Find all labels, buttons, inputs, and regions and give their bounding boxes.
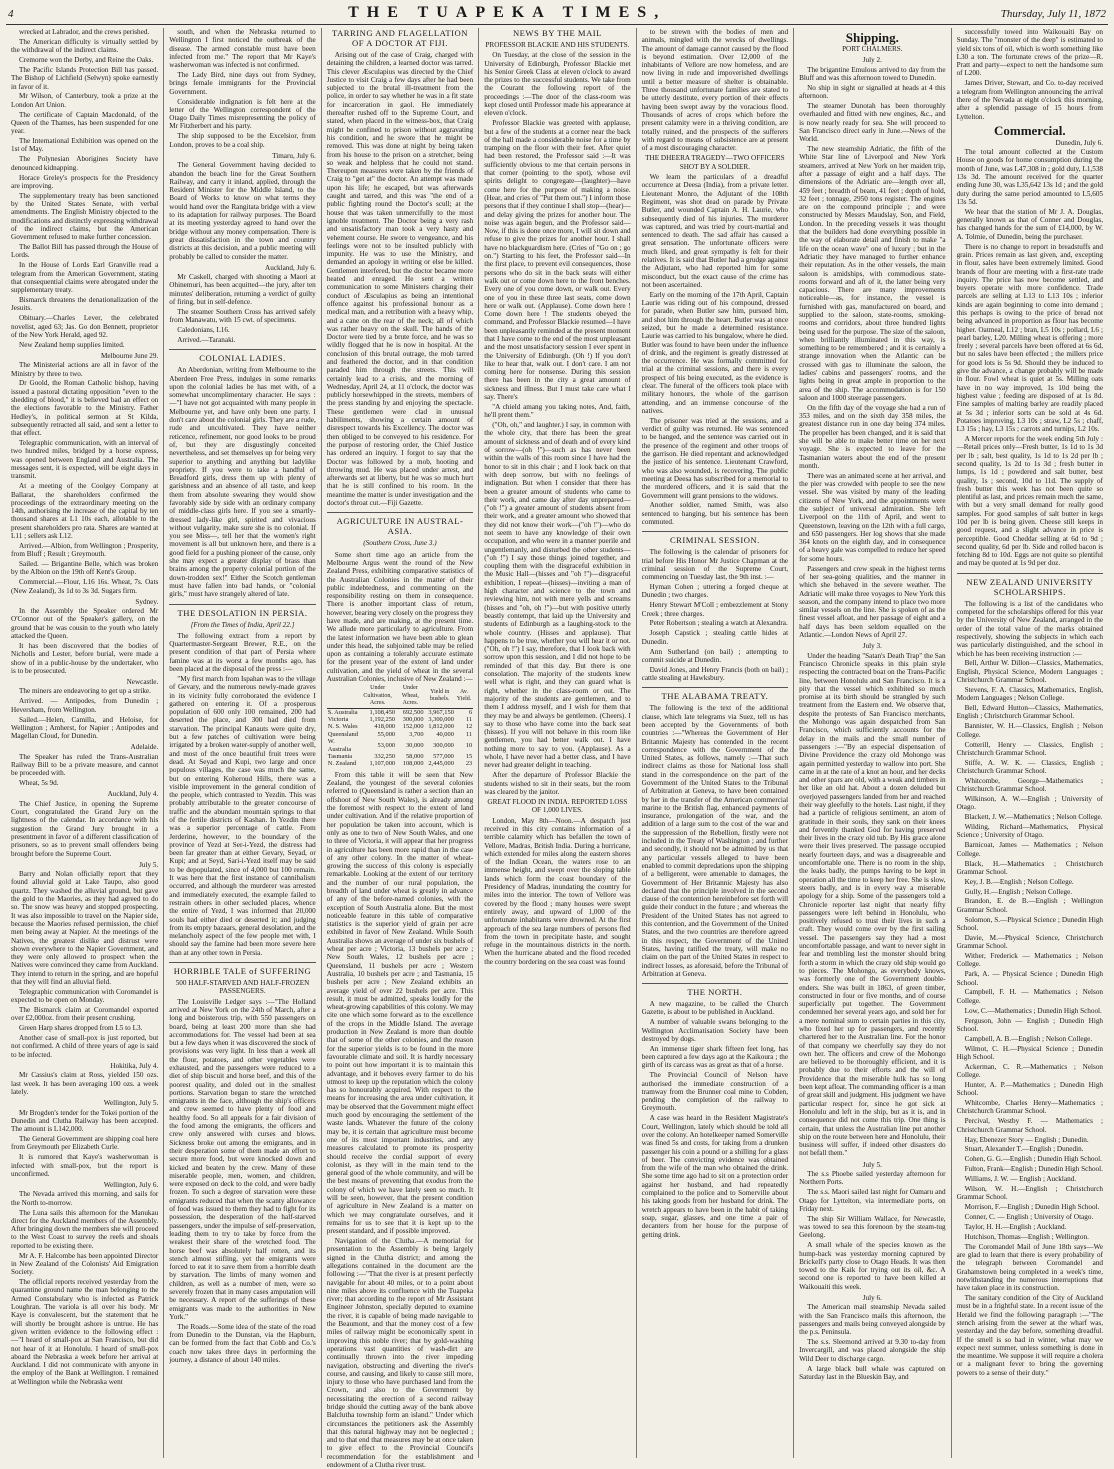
table-cell: 55,000 <box>377 730 396 738</box>
paragraph-group <box>11 361 158 595</box>
paragraph: The following is the calendar of prisoners for trial before His Honor Mr Justice Chapman at the criminal session of the Supreme Court, commencing on Tuesday last, the 9th inst. :— <box>641 548 789 582</box>
paragraph-group <box>11 1071 158 1096</box>
paragraph: Hunter, A. P.—Mathematics ; Dunedin High School. <box>956 1080 1104 1098</box>
table-cell: W. Australia <box>327 738 352 753</box>
paragraph: Joseph Capstick ; stealing cattle hides at Dunedin. <box>641 629 789 646</box>
paragraph: Professor Blackie was greeted with applause, but a few of the students at a corner near the back of the hall made a considerable noise for a time by tramping on the floor with their feet. After quiet had been restored, the Professor said :—It was sufficiently obvious to me that certain persons in that corner (pointing to the spot), whose evil spirits delight to congregate—(laughter)—have come here for the purpose of making a noise. (Hear, and cries of "Put them out.") I inform those persons that if they continue I shall stop—(hear)—and delay giving the prizes for another hour. The noise was again begun, and the Professor said—Now, if this is done once more, I will sit down and refuse to give the prizes for another hour. I shall have no blackguardism here. (Cries of "Go on ; go on.") Starting to his feet, the Professor said—In the first place, to prevent evil consequences, those persons who do sit in the back seats will either walk out or come down here to the front benches. Every one of you come down, or walk out. Every one of you in these three last seats, come down here or walk out. (Applause). Come down here ! Come down here ! The students obeyed the command, and Professor Blackie resumed—I have been unpleasantly reminded at the present moment that I have come to the end of the most unpleasant and the most unsatisfactory session I ever spent in the University of Edinburgh. (Oh !) If you don't like to hear that, walk out. I don't care. I am not coming here for nonsense. During this session there has been in the city a great amount of sickness and illness. But I must take care what I say. There's <box>484 119 631 402</box>
paragraph: Some short time ago an article from the Melbourne Argus went the round of the New Zealand Press, exhibiting comparative statistics of the Australian Colonies in the matter of their public indebtedness, and commenting on the responsibility resting on them in consequence. There is another important class of return, however, bearing very closely on the progress they have made, and are making, at the present time. We allude more particularly to agriculture. From the latest information we have been able to glean under this head, the subjoined table may be relied upon as containing a tolerably accurate estimate for the present year of the extent of land under cultivation, and the yield of wheat in the several Australian Colonies, inclusive of New Zealand :— <box>326 550 474 684</box>
paragraph: The ship supposed to be the Excelsior, from London, proves to be a coal ship. <box>169 132 316 149</box>
paragraph: Under the heading "Satan's Death Trap" the San Francisco Chronicle speaks in this plain style respecting the contracted boat on the Trans-Pacific line, between Honolulu and San Francisco. It is a pity that the vessel which exhibited so much promise at its birth should be strangled by such treatment from the Eastern end. We observe that, despite the protests of San Francisco merchants, the Mohongo was again despatched from San Francisco, which sufficiently accounts for the delay in the mails and the small number of passengers :—"By an especial dispensation of Divine Providence the crazy old Mohongo was again permitted yesterday to wallow into port. She came in at the rate of a knot an hour, and her decks and other spars are old, with a weak and timbers in her like an old hat. About a dozen deluded but overjoyed passengers landed from her and reached their way gleefully to the hotels. Last night, if they had a particle of religious sentiment, an atom of gratitude in their souls, they sank on their knees and fervently thanked God for having preserved their lives in the crazy old tub. By His grace alone were their lives preserved. The passage occupied nearly fourteen days, and was a disagreeable and uncomfortable one. There is no room in the ship, the leaks badly, the pumps having to be kept in operation all the time to keep her free. She is slow, steers badly, and is in every way a miserable apology for a ship. Some of the passengers told a Chronicle reporter last night that nearly fifty passengers were left behind in Honolulu, who positively refused to trust their lives in such a craft. They would come over by the first sailing vessel. The passengers say they had a most uncomfortable passage, and want to never sight in fear and trembling lest the monster should bring forth a storm in which the crazy old ship would go to pieces. The Mohongo, as everybody knows, was formerly one of the Government double-enders. She was built in 1863, of green timber, constructed in four or five months, and of course superficially put together. The Government condemned her several years ago, and sold her for a mere nominal sum to certain parties in this city, who fixed her up for passengers, and recently chartered her to the Australian line. For the honor of that company we cheerfully say they do not own her. The officers and crew of the Mohongo are believed to be thoroughly efficient, and it is probably due to their efforts and the will of Providence that the miserable hulk has so long been kept afloat. The commanding officer is a man of great skill and judgment. His judgment we have particular respect for, since he got sick at Honolulu and left in the ship, but as it is, and in consequence did not come this trip. One thing is certain, that unless the Australian line put another ship on the route between here and Honolulu, their business will suffer, if indeed other disasters do not befall them." <box>799 651 946 1158</box>
table-cell: N. S. Wales <box>327 723 358 731</box>
paragraph: The General Government having decided to abandon the beach line for the Great Southern Railway, and carry it inland, applied, through the Resident Minister for the Middle Island, to the Board of Works to know on what terms they would hand over the Rangitata bridge with a view to its adaptation for railway purposes. The Board at its meeting yesterday agreed to hand over the bridge without any money compensation. There is great dissatisfaction in the town and country districts at this decision, and a public meeting will probably be called to consider the matter. <box>169 161 316 261</box>
paragraph: The American mail steamship Nevada sailed with the San Francisco mails this afternoon, the passengers and mails being conveyed alongside by the p.s. Peninsula. <box>799 1303 946 1337</box>
article-heading: TARRING AND FLAGELLATION OF A DOCTOR AT FIJI. <box>332 28 468 48</box>
paragraph: Blackett, J. W.—Mathematics ; Nelson College. <box>964 813 1103 822</box>
paragraph: Stevens, F. A. Classics, Mathematics, English, Modern Languages ; Nelson College. <box>956 685 1104 703</box>
paragraph: A large black bull whale was captured on Saturday last in the Blueskin Bay, and <box>799 1364 946 1381</box>
paragraph-group <box>11 607 158 675</box>
paragraph: James Driver, Stewart, and Co. to-day received a telegram from Wellington announcing the arrival there of the Nevada at eight o'clock this morning, after a splendid passage of 15 hours from Lyttelton. <box>956 79 1104 121</box>
paragraph: Dr Goold, the Roman Catholic bishop, having issued a pastoral dictating opposition "even to the shedding of blood," it is believed bad an effect on the elections favorable to the Ministry. Father Hedley's, in political sermon at St Kilda, subsequently retracted all said, and sent a letter to that effect. <box>11 379 159 438</box>
paragraph: Arrived.—Albion, from Wellington ; Prosperity, from Bluff ; Result ; Greymouth. <box>11 541 159 559</box>
table-cell: 30,000 <box>405 741 424 749</box>
paragraph: We learn the particulars of a dreadful occurrence at Deesa (India), from a private letter. Lieutenant Monro, the Adjutant of the 108th Regiment, was shot dead on parade by Private Butler, and wounded Captain A. H. Laurie, who subsequently died of his injuries. The murderer was captured, and was tried by court-martial and sentenced to death. The sad affair has caused a great sensation. The unfortunate officers were much liked, and great sympathy is felt for their relatives. It is said that Butler had a grudge against the Adjutant, who had reported him for some misconduct, but the exact cause of the crime has not been ascertained. <box>641 173 789 289</box>
article-heading: THE NORTH. <box>642 983 788 997</box>
paragraph: Key, J. B.—English ; Nelson College. <box>964 877 1074 886</box>
paragraph: David Jones, and Henry Francis (both on bail) ; cattle stealing at Hawksbury. <box>641 665 789 683</box>
paragraph: ("Oh, oh," and laughter.) I say, in common with the whole city, that there has been the great amount of sickness and of death and of every kind of sorrow—(oh !")—such as has never been within the walls of this room since I have had the honor to sit in this chair ; and I look back on that with deep sorrow, but with no feelings of indignation. But when I consider that there has been a greater amount of students who came to their work, and came day after day unprepared—("oh !") a greater amount of students absent from their work, and a greater amount who showed that they did not know their work—("oh !")—who do not seem to have any knowledge of their own occupation, and who were in a manner puerile and ungentlemanly, and disturbed the other students—("oh !") I say those things joined together, and coupling them with the disgraceful exhibition in the Music Hall—(hisses and "oh !")—disgraceful exhibition, I repeat—(hisses)—inviting a man of high character and science to the town and reviewing him, not with mere yells and screams (hisses and "oh, oh !")—but with positive utterly beastly contempt, that laid up the University and students of Edinburgh as a laughing-stock to the whole country. (Hisses and applause). That happens to be true, whether you will hear it or not. ("Oh, oh !") I say, therefore, that I look back with sorrow upon this session, and I did not hope to be reminded of that this day. But there is one consolation. The majority of the students knew well what is right, and they can guard what is right, whether in the class-room or out. The majority of the students are gentlemen, and to them I address myself, and I wish for them that they may be and always be gentlemen. (Cheers). I say to those who have come into the back seat (hisses). If you will not behave in this room like gentlemen, you had better walk out. I have nothing more to say to you. (Applause). As a whole, I have never had a better class, and I have never had greater delight in teaching. <box>484 421 631 770</box>
article-subheading: 500 HALF-STARVED AND HALF-FROZEN PASSENGERS. <box>175 979 310 996</box>
table-header-row <box>327 685 473 708</box>
dateline: Dunedin, July 6. <box>1055 138 1104 147</box>
paragraph: There was an animated scene at her arrival, and the pier was crowded with people to see the new vessel. She was visited by many of the leading citizens of New York, and the appointments were the subject of universal admiration. She left Liverpool on the 11th of April, and went to Queenstown, leaving on the 12th with a full cargo, and 650 passengers. Her log shows that she made 364 knots on the eighth day, and in consequence of a heavy gale was compelled to reduce her speed for some hours. <box>799 471 946 563</box>
paragraph: Arrived. — Antipodes, from Dunedin ; Heversham, from Wellington. <box>11 697 159 714</box>
paragraph: Campbell, A. B.—English ; Nelson College. <box>964 1034 1093 1043</box>
paragraph: The Roads.—Some idea of the state of the road from Dunedin to the Dunstan, via the Hapburn, can be formed from the fact that Cobb and Co.'s coach now takes three days in performing the journey, a distance of about 140 miles. <box>169 1322 316 1364</box>
dateline: July 6. <box>862 1293 882 1302</box>
table-cell: Tasmania <box>327 753 353 761</box>
article-heading: COLONIAL LADIES. <box>169 349 315 363</box>
paragraph: Caledonians, L16. <box>177 326 230 335</box>
paragraph: A number of valuable swans belonging to the Wellington Acclimatisation Society have been destroyed by dogs. <box>641 1018 789 1043</box>
article-heading: CRIMINAL SESSION. <box>642 531 788 545</box>
paragraph: Mr Wilson, of Canterbury, took a prize at the London Art Union. <box>11 92 159 109</box>
paragraph: The ship Sir William Wallace, for Newcastle, was towed to sea this forenoon by the steam-tug Geelong. <box>799 1214 946 1240</box>
paragraph: Ackerman, C. R.—Mathematics ; Nelson College. <box>956 1062 1104 1080</box>
article-heading: THE DESOLATION IN PERSIA. <box>169 604 315 618</box>
section-heading-commercial: Commercial. <box>993 122 1066 138</box>
paragraph: On Tuesday, at the close of the session in the University of Edinburgh, Professor Blackie met his Senior Greek Class at eleven o'clock to award the prizes to the successful students. We take from the Courant the following report of the proceedings :—The door of the class-room was kept closed until Professor made his appearance at eleven o'clock. <box>484 51 631 118</box>
dateline: Hokitika, July 4. <box>110 1062 159 1071</box>
paragraph: The s.s Phoebe sailed yesterday afternoon for Northern Ports. <box>799 1170 946 1187</box>
paragraph-group <box>11 753 158 788</box>
column-5 <box>636 28 793 1458</box>
paragraph-group <box>327 1237 473 1469</box>
paragraph: Solomon, S.—Physical Science ; Dunedin High School. <box>956 915 1104 932</box>
table-row <box>327 760 473 767</box>
paragraph: Cohen, G. G.—English ; Dunedin High School. <box>964 1155 1102 1164</box>
paragraph: Obituary.—Charles Lever, the celebrated novelist, aged 63; Jas. Go don Bennett, proprietor of the New York Herald, aged 92. <box>11 314 159 339</box>
paragraph: Cremorne won the Derby, and Reine the Oaks. <box>19 56 154 65</box>
table-cell: 418,000 <box>374 723 396 731</box>
article-subheading: THE DHEERA TRAGEDY—TWO OFFICERS SHOT BY A SOLDIER. <box>645 154 785 171</box>
dateline: July 5. <box>139 860 159 869</box>
paragraph: Conner, C. — English ; University of Otago. <box>964 1213 1094 1222</box>
table-cell: 11 <box>466 730 473 738</box>
paragraph: Ferguson, John — English ; Dunedin High School. <box>956 1016 1104 1033</box>
table-cell: 58,000 <box>405 753 424 761</box>
masthead <box>6 4 1108 25</box>
paragraph: Arrived.—Taranaki. <box>177 335 236 344</box>
article-heading: NEWS BY THE MAIL <box>512 28 602 38</box>
table-cell: 53,000 <box>377 741 396 749</box>
paragraph: Hutchison, Thomas—English ; Wellington. <box>964 1232 1089 1241</box>
paragraph: Wilson, W. H.—English ; Christchurch Grammar School. <box>956 1184 1104 1202</box>
paragraph: wrecked at Labrador, and the crews perished. <box>19 28 150 36</box>
table-row <box>327 731 473 738</box>
table-cell: 11 <box>466 716 473 723</box>
paragraph: Telegraphic communication, with an interval of two hundred miles, bridged by a horse express, was opened between England and Australia. The messages sent, it is expected, will be eight days in transmit. <box>11 439 159 481</box>
paragraph: The s.s. Sleemond arrived at 9.30 to-day from Invercargill, and was placed alongside the ship Wild Deer to discharge cargo. <box>799 1338 946 1363</box>
paragraph-group <box>11 800 158 858</box>
paragraph: The Polynesian Aborigines Society have denounced kidnapping. <box>11 155 159 172</box>
paragraph: In the Assembly the Speaker ordered Mr O'Connor out of the Speaker's gallery, on the ground that he was cousin to the youth who lately attacked the Queen. <box>11 607 159 641</box>
paragraph: The Bismarck claim at Coromandel exported over £2,000oz. from their present crushing. <box>11 1006 159 1023</box>
paragraph: Ann Sutherland (on bail) ; attempting to commit suicide at Dunedin. <box>641 647 789 664</box>
paragraph: Morrison, F.—English ; Dunedin High School. <box>964 1203 1100 1212</box>
paragraph: Horace Greley's prospects for the Presidency are improving. <box>11 173 159 190</box>
paragraph: The Lady Bird, nine days out from Sydney, brings female immigrants for the Provincial Government. <box>169 71 316 96</box>
paragraph: The following is a list of the candidates who competed for the scholarships offered for this year by the University of New Zealand, arranged in the order of the total value of the marks obtained respectively, showing the subjects in which each was particularly distinguished, and the school in which he has been receiving instruction :— <box>956 599 1104 658</box>
paragraph: "A chield amang you taking notes, And, faith, he'll prent them." <box>484 402 631 420</box>
article-heading: HORRIBLE TALE of SUFFERING <box>169 962 315 976</box>
column-6 <box>793 28 950 1458</box>
paragraph-group <box>642 548 788 682</box>
paragraph: The Nevada arrived this morning, and sails for the North to-morrow. <box>11 1190 159 1207</box>
article-subheading: PORT CHALMERS. <box>842 45 903 53</box>
paragraph: The Chief Justice, in opening the Supreme Court, congratulated the Grand Jury on the lightness of the calendar. In accordance with his suggestion the Grand Jury brought in a presentment in favor of a different classification of prisoners, so as to prevent small offenders being brought before the Supreme Court. <box>11 799 159 858</box>
paragraph: Brandon, E. de B.—English ; Wellington Grammar School. <box>956 897 1104 914</box>
table-cell: S. Australia <box>327 708 358 716</box>
table-row <box>327 716 473 723</box>
paragraph-group <box>957 600 1103 1377</box>
table-cell: 108,000 <box>402 760 424 768</box>
paragraph: Hyman Cohen ; uttering a forged cheque at Dunedin ; two charges. <box>641 583 789 600</box>
table-cell: 152,000 <box>402 723 424 731</box>
paragraph: London, May 8th—Noon.—A despatch just received in this city contains information of a terrible calamity which has befallen the town of Vellore, Madras, British India. During a hurricane, which extended for miles along the eastern shores of the Indian Ocean, the waters rose to an immense height, and swept over the sloping table lands which form the coast boundary of the Presidency of Madras, inundating the country for miles into the interior. The town of Vellore was covered by the flood ; many houses were swept entirely away, and upward of 1,000 of the unfortunate inhabitants were drowned. At the first approach of the sea large numbers of persons fled from the town in precipitate haste, and sought refuge in the mountainous districts in the north. When the hurricane abated and the flood receded the country bordering on the sea coast was found <box>484 816 631 966</box>
table-row <box>327 753 473 760</box>
table-header-cell: Av. Yield. <box>455 685 473 708</box>
paragraph: The prisoner was tried at the sessions, and a verdict of guilty was returned. He was sentenced to be hanged, and the sentence was carried out in the presence of the regiment and other troops of the garrison. He died repentant and acknowledged the justice of his sentence. Lieutenant Crawford, who was also wounded, is recovering. The public meeting at Deesa has subscribed for a memorial to the murdered officers, and it is said that the Government will grant pensions to the widows. <box>641 416 789 500</box>
paragraph: The supplementary treaty has been sanctioned by the United States Senate, with verbal amendments. The English Ministry objected to the modifications and distinctly expressing withdrawal of the indirect claims, but the American Government refused to make further concession. <box>11 191 159 242</box>
paragraph: The Luna sails this afternoon for the Manukau direct for the Auckland members of the Assembly. After bringing down the members she will proceed to the West Coast to survey the reefs and shoals reported to be existing there. <box>11 1208 159 1250</box>
paragraph: Peter Robertson ; stealing a watch at Alexandra. <box>649 619 788 628</box>
paragraph: Taylor, H. H.—English ; Auckland. <box>964 1222 1067 1231</box>
paragraph: Mr Cassius's claim at Ross, yielded 150 ozs. last week. It has been averaging 100 ozs. a week lately. <box>11 1071 159 1096</box>
paragraph: Barry and Nolan officially report that they found alluvial gold at Lake Taupo, also good quartz. They washed the alluvial ground, but gave the gold to the Maories, as they had agreed to do so. The snow was heavy and stopped prospecting. It was also impossible to travel on the Napier side, because the Maories refused permission, the chief men being away at Napier. At the meetings of the Natives, the greatest dislike and distrust were shown everywhere to the Napier Government, and they were only allowed to prospect when the Natives were convinced they came from Auckland. They intend to return in the spring, and are hopeful that they will find an alluvial field. <box>11 870 159 987</box>
paragraph: Gully, H.—English ; Nelson College. <box>964 887 1073 896</box>
paragraph: Bell, Arthur W. Dillon—Classics, Mathematics, English, Physical Science, Modern Languages ; Christchurch Grammar School. <box>956 659 1104 685</box>
paragraph: Considerable indignation is felt here at the letter of the Wellington correspondent of the Otago Daily Times misrepresenting the policy of Mr Fitzherbert and his party. <box>169 97 316 131</box>
paragraph-group <box>799 66 945 640</box>
paragraph: Low, C.—Mathematics ; Dunedin High School. <box>964 1006 1102 1015</box>
paragraph: The total amount collected at the Custom House on goods for home consumption during the month of June, was L47,308 in ; gold duty, L1,538 13s 3d. The amount received for the quarter ending June 30, was L35,642 13s 1d ; and the gold duty during the same period amounted to L5,605 13s 5d. <box>956 148 1104 206</box>
paragraph: The brigantine Emulous arrived to day from the Bluff and was this afternoon towed to Dunedin. <box>799 65 946 82</box>
paragraph: A case was heard in the Resident Magistrate's Court, Wellington, lately which should be told all over the colony. An hotelkeeper named Somerville was fined 5s and costs, for taking from a drunken passenger his coin a pound or a shilling for a glass of beer. The convicting evidence was obtained from the wife of the man who obtained the drink. She some time ago had to sit on a protection order against her husband, and had repeatedly complained to the police and to Somerville about his taking goods from her husband for drink. The wretch appears to have been in the habit of taking soap, sugar, glasses, and one time a pair of decanters from her house for the purpose of getting drink. <box>641 1114 789 1239</box>
paragraph: The certificate of Captain Macdonald, of the Queen of the Thames, has been suspended for one year. <box>11 110 159 136</box>
paragraph: A new magazine, to be called the Church Gazette, is about to be published in Auckland. <box>641 1000 789 1017</box>
table-cell: 1,107,000 <box>369 760 396 768</box>
paragraph: Stuart, Alexander T.—English ; Dunedin. <box>964 1145 1084 1154</box>
paragraph: Commercial.—Flour, L16 16s. Wheat, 7s. Oats (New Zealand), 3s 1d to 3s 3d. Sugars firm. <box>11 578 159 595</box>
table-cell: 15 <box>465 753 473 761</box>
paragraph: The International Exhibition was opened on the 1st of May. <box>11 137 159 154</box>
dateline: Wellington, July 5. <box>103 1099 159 1108</box>
paragraph: After the departure of Professor Blackie the students wished to sit in their seats, but the room was cleared by the janitor. <box>484 771 631 796</box>
agriculture-table <box>327 685 473 767</box>
paragraph: Bismarck threatens the denationalization of the Jesuits. <box>11 296 159 313</box>
paragraph-group <box>11 687 158 740</box>
paragraph: There is no change to report in breadstuffs and grain. Prices remain as last given, and, excepting in flour, sales have been extremely limited. Good brands of flour are meeting with a first-rate trade inquiry. The price has now become settled, and buyers operate with more confidence. Trade parcels are selling at L13 to L13 10s ; inferior kinds are again beginning to come into demand ; this perhaps is owing to the price of bread not being advanced in proportion as flour has become higher. Oatmeal, L12 ; bran, L5 10s ; pollard, L6 ; pearl barley, L20. Milling wheat is offering ; more freely ; several parcels have been offered at 6s 6d, but no sales have been effected ; the millers price for good lots is 5s 9d. Should they be induced to give the advance, a change probably will be made in flour. Fowl wheat is quiet at 5s. Milling oats have in no way improved, 1s 10d being the highest value ; feeding are disposed of at 1s 8d. Fine samples of malting barley are readily placed at 5s 3d ; inferior sorts can be sold at 4s 6d. Potatoes improving, L3 10s ; straw, L2 5s ; chaff, L3 15s ; hay, L3 15s ; carrots and turnips, L2 10s. <box>956 242 1104 434</box>
paragraph: Wither, Frederick — Mathematics ; Nelson College. <box>956 952 1104 969</box>
paragraph: Navigation of the Clutha.—A memorial for presentation to the Assembly is being largely signed in the Clutha district; and among the allegations contained in the document are the following :—"That the river is at present perfectly navigable for about 40 miles, or to a point about nine miles above its confluence with the Tuapeka river; that according to the report of Mr Assistant Engineer Johnston, specially deputed to examine the river, it is capable of being made navigable to the Beaumont, and that the money cost of a few miles of railway might be economically spent in improving this noble river; that by gold-washing operations vast quantities of wash-dirt are continually thrown into the river impeding navigation, obstructing and diverting the river's course, and causing, and likely to cause still more, injury to those who have purchased land from the Crown, and also to the Government by necessitating the erection of a second railway bridge should the cutting away of the bank above Balclutha township form an island." Under which circumstances the petitioners ask the Assembly that this natural highway may not be neglected ; and to that end that measures may be at once taken to give effect to the Provincial Council's recommendation for the establishment and endowment of a Clutha river trust. <box>326 1237 474 1469</box>
paragraph: The steamer Southern Cross has arrived safely from Manawatu, with 15 cwt. of specimens. <box>169 307 316 325</box>
page-number: 4 <box>8 8 14 20</box>
paragraph-group <box>169 632 315 957</box>
table-cell: 3,300,000 <box>428 716 454 723</box>
paragraph: The miners are endeavoring to get up a strike. <box>19 687 151 696</box>
paragraph: On the fifth day of the voyage she had a run of 353 miles, and on the sixth day 358 miles, the greatest distance run in one day being 374 miles. The propeller has been changed, and it is said that she will be able to make better time on her next voyage. She is expected to leave for the Tasmanian waters about the end of the present month. <box>799 403 946 470</box>
paragraph: New Zealand hemp supplies limited. <box>19 340 125 349</box>
paragraph: In the House of Lords Earl Granville read a telegram from the American Government, stating that consequential claims were abrogated under the supplementary treaty. <box>11 261 159 295</box>
paragraph: The Louisville Ledger says :—"The Holland arrived at New York on the 24th of March, after a long and boisterous trip, with 550 passengers on board, being at least 200 more than she had accommodations for. The vessel had been at sea but a few days when it was discovered the stock of provisions was very light. In less than a week all the flour, potatoes, and other vegetables were exhausted, and the passengers were reduced to a diet of ship biscuit and horse beef, and this of the poorest quality, and doled out in the smallest portions. Starvation began to stare the wretched emigrants in the face, although the ship's officers and crew seemed to have plenty of food and healthy food. So all appeals for a fair division of the food among the emigrants, the officers and crew only answered with curses and blows. Sickness broke out among the emigrants, and in their desperation some of them made an effort to secure more food, but were knocked down and kicked and beaten by the crew. Many of these miserable people, men, women, and children, were exposed on deck to the cold, and were badly frozen. To such a degree of starvation were these emigrants reduced that when the scanty allowance of food was issued to them they had to fight for its possession, the desperation of the half-starved passengers, under the impulse of self-preservation, leading them to try to take by force from the weakest their share of the wretched food. The horse beef was absolutely half rotten, and its stench almost stifling, yet the emigrants were forced to eat it to save them from a horrible death by starvation. The limbs of many women and children, as well as a number of men, were so severely frozen that in many cases amputation will be necessary. A report of the sufferings of these emigrants was made to the authorities in New York." <box>169 997 316 1321</box>
paragraph-group <box>169 273 315 344</box>
paragraph: Park, A. — Physical Science ; Dunedin High School. <box>956 970 1104 987</box>
column-7 <box>951 28 1108 1458</box>
paragraph: A Mercer reports for the week ending 5th July :—Retail prices only—Fresh butter, 1s 1d to 1s 3d per lb ; salt, best quality, 1s 1d to 1s 2d per lb ; second quality, 1s 2d to 1s 3d ; fresh butter in lumps, 1s 1d ; powdered and salt butter, best quality, 1s ; second, 10d to 11d. The supply of fresh butter this week has not been quite so plentiful as last, and prices remain much the same, with but a very small demand for really good samples. For good samples of salt butter in kegs 10d per lb is being given. Cheese still keeps in good request, and a slight advance in price is perceptible. Good Cheddar selling at 6d to 9d ; second quality, 6d per lb. Side and rolled bacon is fetching 8d to 10d. Eggs are not quite so plentiful and may be quoted at 1s 9d per doz. <box>956 435 1104 568</box>
table-cell: Queensland <box>327 730 358 738</box>
paragraph-group <box>484 51 630 796</box>
paragraph-group <box>327 771 473 1236</box>
columns <box>6 28 1108 1469</box>
table-cell: 1,192,250 <box>369 716 396 723</box>
table-cell: 6 <box>469 708 473 716</box>
column-2 <box>163 28 320 1458</box>
table-cell: 23 <box>465 760 473 768</box>
table-cell: 332,250 <box>374 753 396 761</box>
paragraph: An immense tiger shark fifteen feet long, has been captured a few days ago at the Kaikoura ; the girth of its carcass was as great as that of a horse. <box>641 1044 789 1070</box>
paragraph-group <box>484 817 630 966</box>
table-cell: 10 <box>465 741 473 749</box>
paragraph: Bannister, W. H.—Classics, English ; Nelson College. <box>956 722 1104 739</box>
paragraph-group <box>11 1190 158 1386</box>
paragraph-group <box>799 652 945 1158</box>
table-cell: 12 <box>465 723 473 731</box>
paragraph: Telegraphic communication with Coromandel is expected to be open on Monday. <box>11 987 159 1005</box>
paragraph: Wilkinson, A. W.—English ; University of Otago. <box>956 795 1104 812</box>
paragraph: The official reports received yesterday from the quarantine ground name the man belonging to the Armed Constabulary who is infected as Patrick Loughran. The variola is all over his body. Mr Kaye is convalescent, but the statement that he will shortly be brought ashore is untrue. He has given written evidence to the following effect :—"I heard of small-pox at San Francisco, but did not hear of it at Honolulu. I heard of small-pox aboard the Nebraska a week before her arrival at Auckland. I did not communicate with anyone in the employ of the Bank at Wellington. I remained at Wellington while the Nebraska went <box>11 1278 159 1386</box>
paragraph: The Coromandel Mail of June 18th says—We are glad to learn that there is every probability of the telegraph between Coromandel and Grahamstown being completed in a week's time, notwithstanding the numerous interruptions that have taken place in its construction. <box>956 1242 1104 1293</box>
table-cell: 577,000 <box>433 753 454 761</box>
table-cell: 3,700 <box>409 730 424 738</box>
table-body <box>327 708 473 768</box>
paragraph: Wheat, 5s 9d. <box>19 779 59 788</box>
paragraph-group <box>169 366 315 598</box>
paragraph: "My first march from Ispahan was to the village of Gevary, and the numerous newly-made graves in its vicinity fully corroborated the evidence I gathered on entering it. Of a prosperous population of 600 only 100 remained, 200 had deserted the place, and 300 had died from starvation. The principal Kanauts were quite dry, but a few patches of cultivation were being irrigated by a broken water-supply of another well, and most of the once beautiful fruit trees were dead. At Seyad and Kupi, two large and once populous villages, the case was much the same, but on entering Koheroud Hills, there was a visible improvement in the general condition of the people, which contrasted to Yezdin. This was probably attributable to the greater concourse of traffic and the abundant mountain springs to that of the fertile districts of Kashan. In Yezdin there was a superior percentage of cattle. From Jerderine, however, to the boundary of the province of Yezd at Ser-i-Yezd, the distress had been far greater than at either Gevary, Seyad, or Kupi; and at Seyd, Sari-i-Yezd itself may be said to be depopulated, since of 4,000 but 100 remain. It was here that the first instance of cannibalism occurred, and although the murderer was arrested and immediately executed, the example failed to restrain others in other secluded places, whence the entire of Yezd, I was informed that 20,000 souls had either died or deserted it; and judging from its empty bazaars, general desolation, and the melancholy aspect of the few people met with, I should say the famine had been more severe here than at any other town in Persia. <box>169 674 316 957</box>
table-row <box>327 708 473 716</box>
dateline: Melbourne June 29. <box>101 352 159 360</box>
paragraph-group <box>327 51 473 507</box>
table-cell: 1,108,450 <box>369 708 396 716</box>
paragraph-group <box>642 28 788 152</box>
paragraph: successfully towed into Waikouaiti Bay on Sunday. The "monster of the deep" is estimated to yield six tons of oil, which is worth something like L30 a ton. The fortunate crews of the prize—R. Pratt and party—expect to nett the handsome sum of L200. <box>956 28 1104 78</box>
article-source: [From the Times of India, April 22.] <box>190 620 295 629</box>
table-header-cell <box>327 685 359 708</box>
section-heading-shipping: Shipping. <box>845 30 899 45</box>
table-header-cell: Yield in bushels. <box>425 685 455 708</box>
paragraph: Black, H.—Mathematics ; Christchurch Grammar School. <box>956 859 1104 876</box>
paragraph: An Aberdonian, writing from Melbourne to the Aberdeen Free Press, indulges in some remarks upon the colonial ladies he has met with, of a somewhat uncomplimentary character. He says :—"I have not got acquainted with many people in Melbourne yet, and have only been one party. I don't care about the colonial girls. They are a rude, rude and uncultivated. They have neither reticence, refinement, nor good looks to be proud of, but they are disgustingly conceited nevertheless, and set themselves up for being very superior to anything and anything but ladylike propriety. If you were to take a handful of Breadford girls, dress them up with plenty of garishness and an absence of all taste, and keep them from absolute swearing they would show favorably side by side with an ordinary company of middle-class girls here. If you see a smartly-dressed lady-like girl, spirited and vivacious without vulgarity, make sure she is no colonial. If you see Miss—, tell her that the women's right movement is all but unknown here, and there is a good field for a pushing pioneer of the cause, only she may expect a greater display of brass than brains among the property colonial portion of the down-trodden sex!" Either the Scotch gentleman must have fallen into bad hands, or "colonial girls," must have strangely altered of late. <box>169 366 316 599</box>
table-header-cell: Under Cultivation, Acres. <box>359 685 396 708</box>
paragraph: The steamer Dunotah has been thoroughly overhauled and fitted with new engines, &c., and is now nearly ready for sea. She will proceed to San Francisco direct early in June.—News of the World. <box>799 101 946 144</box>
paragraph: Percival, Westby F. — Mathematics ; Christchurch Grammar School. <box>956 1117 1104 1134</box>
paragraph-group <box>642 1000 788 1239</box>
paragraph-group <box>11 870 158 1059</box>
paragraph: The Ballot Bill has passed through the House of Lords. <box>11 243 159 260</box>
paragraph: Wilmot, C. H.—Physical Science ; Dunedin High School. <box>956 1044 1104 1061</box>
paragraph: Hay, Ebenezer Story — English ; Dunedin. <box>964 1135 1089 1144</box>
paragraph: to be strewn with the bodies of men and animals, mingled with the wrecks of dwellings. The amount of damage cannot caused by the flood is beyond estimation. Over 12,000 of the inhabitants of Vellore are now homeless, and are now living in rude and impoverished dwellings until a better measure of shelter is obtainable. Three thousand unfortunate families are stated to be utterly destitute, every portion of their effects having been swept away by the voracious flood. Thousands of acres of crops which before the present calamity were in a thriving condition, are totally ruined, and the prospects of the sufferers with regard to means of subsistence are at present of a most discouraging character. <box>641 28 789 153</box>
table-cell: 692,500 <box>402 708 424 716</box>
paragraph: Arising out of the case of Craig, charged with detaining the children, a learned doctor was tarred. This clever Æsculapius was directed by the Chief Justice to visit Craig a few days after he had been subjected to the brutal ill-treatment from the police, in order to say whether he was in a fit state for incarceration in gaol. He immediately thereafter rushed off to the Supreme Court, and stated, when placed in the witness-box, that Craig might be confined to prison without aggravating his condition, and he swore that he might be removed. This was done at night by being taken from his house to the prison on a stretcher, being so weak and helpless that he could not stand. Thereupon measures were taken by the friends of Craig to "get at" the doctor. An attempt was made upon his life; he escaped, but was afterwards caught and tarred, and this was "the end of a public fighting round the Doctor's scull; at the house that was taken unmercifully to the most ignoble treatment. The Doctor being a very rash and unsatisfactory man took a very hasty and vehement course. He swore to vengeance, and his feelings were not to be insulted publicly with impunity. He was to use the Ministry, and demanded an apology in writing or else be killed. Gentlemen interfered, but the doctor became more heated and enraged. He sent a written communication to some Ministers charging their conduct of Æsculapius as being an intentional offence against his professional honour as a medical man, and a retribution with a heavy whip, and a cane on the rear of the neck; all of which was rather heavy on the skull. The hands of the Doctor were tied by a brute force, and he was so wildly flogged that he is now in hospital. At the conclusion of this brutal outrage, the mob tarred and feathered the doctor, and in that condition paraded him through the streets. This will certainly lead to a crisis, and the morning of Wednesday, April 24, at 11 o'clock, the doctor was publicly horsewhipped in the streets, members of the press standing by and enjoying the spectacle. These gentlemen were clad in unusual habiliments, showing a certain amount of disrespect towards his Excellency. The doctor was then obliged to be conveyed to his residence. For the purpose of restoring order, the Chief Justice has ordered an inquiry. I forgot to say that the Doctor was followed by a mob, hooting and throwing mud. He was placed under arrest, and afterwards set at liberty, but he was so much hurt that he is still confined to his room. In the meantime the matter is under investigation and the doctor's throat cut.—Fiji Gazette. <box>326 51 474 508</box>
column-1 <box>6 28 163 1458</box>
table-cell: N. Zealand <box>327 760 357 768</box>
table-cell: 300,000 <box>402 716 424 723</box>
paragraph: The American difficulty is virtually settled by the withdrawal of the indirect claims. <box>11 37 159 55</box>
paragraph-group <box>169 998 315 1365</box>
paragraph: Another case of small-pox is just reported, but not confirmed. A child of three years of age is said to be infected. <box>11 1034 159 1059</box>
paragraph: We hear that the station of Mr J. A. Douglas, generally known as that of Conner and Douglas, has changed hands for the sum of £14,000, by W. A. Tolmie, of Dunedin, being the purchaser. <box>956 207 1104 241</box>
paragraph-group <box>957 28 1103 121</box>
paragraph: The Speaker has ruled the Trans-Australian Railway Bill to be a private measure, and cannot be proceeded with. <box>11 752 159 778</box>
paragraph: A small whale of the species known as the hump-back was yesterday morning captured by Brickell's party close to Otago Heads. It was then towed to the Kaik for trying out its oil, &c. A second one is reported to have been killed at Waikouaiti this week. <box>799 1241 946 1291</box>
table-cell: Victoria <box>327 716 349 723</box>
paragraph: Mr Brogden's tender for the Tokei portion of the Dunedin and Clutha Railway has been accepted. The amount is L142,000. <box>11 1108 159 1134</box>
article-heading: AGRICULTURE IN AUSTRAL-ASIA. <box>327 512 473 536</box>
newspaper-title: THE TUAPEKA TIMES, <box>348 4 667 21</box>
table-row <box>327 723 473 730</box>
paragraph: Mr A. F. Halcombe has been appointed Director in New Zealand of the Colonists' Aid Emigration Society. <box>11 1251 159 1277</box>
paragraph-group <box>169 161 315 261</box>
paragraph: Campbell, F. H. — Mathematics ; Nelson College. <box>956 988 1104 1005</box>
dateline: July 5. <box>862 1160 882 1169</box>
dateline: July 2. <box>862 56 882 65</box>
paragraph: Williams, J. W. — English ; Auckland. <box>964 1175 1077 1184</box>
paragraph-group <box>799 1170 945 1291</box>
paragraph: Early on the morning of the 17th April, Captain Laurie was riding out of his compound, dressed for parade, when Butler saw him, pursued him, and shot him through the heart. Butler was at once seized, but he made a determined resistance. Laurie was carried to his bungalow, where he died. Butler was found to have been under the influence of drink, and the regiment is greatly distressed at the occurrence. He was formally committed for trial at the criminal sessions, and there is every prospect of his being executed, as the evidence is clear. The funeral of the officers took place with military honours, the whole of the garrison attending, and an immense concourse of the natives. <box>641 290 789 415</box>
paragraph: The Pacific Islands Protection Bill has passed. The Bishop of Lichfield (Selwyn) spoke earnestly in favor of it. <box>11 65 159 91</box>
paragraph: Passengers and crew speak in the highest terms of her sea-going qualities, and the manner in which she behaved in the severe weather. The Adriatic will make three voyages to New York this season, and the company intend to place two more similar vessels on the line. She is spoken of as the finest vessel afloat, and her passage of eight and a half days has been seldom equalled on the Atlantic.—London News of April 27. <box>799 564 946 640</box>
table-cell: 2,445,000 <box>428 760 454 768</box>
paragraph: Davie, M.—Physical Science, Christchurch Grammar School. <box>956 933 1104 951</box>
paragraph: Whitcombe, Charles Henry—Mathematics ; Christchurch Grammar School. <box>956 1099 1104 1116</box>
paragraph: The new steamship Adriatic, the fifth of the White Star line of Liverpool and New York steamers, arrived at New York on her maiden trip, after a passage of eight and a half days. The dimensions of the Adriatic are—length over all, 459 feet ; breadth of beam, 41 feet ; depth of hold, 32 feet ; tonnage, 2950 tons register. The engines are on the compound principle ; and were constructed by Messrs Maudslay, Son, and Field, London. In the preceding vessels it was thought that the builders had done everything possible in the way of elaborate detail and finish to make "a life on the ocean wave" one of luxury ; but in the Adriatic they have managed to further enhance their reputation. As in the other vessels, the main saloon is amidships, with commodious state-rooms forward and aft of it, the latter being very capacious. There are many improvements noticeable—as, for instance, the vessel is furnished with gas, manufactured on board, and supplied to the saloon, state-rooms, smoking-rooms and corridors, about three hundred lights being used for the purpose. The size of the saloon, when brilliantly illuminated in this way, is something to be remembered ; and it is certainly a strange innovation when the Atlantic can be crossed with gas to illuminate the saloon, the ladies' cabins and passengers' rooms, and the lights being in great ample in proportion to the area of the ship. The accommodation is for 150 saloon and 1000 steerage passengers. <box>799 145 946 402</box>
paragraph: No ship in sight or signalled at heads at 4 this afternoon. <box>799 83 946 101</box>
paragraph: Sailed. — Brigantine Belle, which was broken by the Albion on the 19th off Kent's Group. <box>11 560 159 577</box>
table-cell: 40,000 <box>436 730 454 738</box>
paragraph-group <box>11 1109 158 1179</box>
paragraph: The s.s. Maori sailed last night for Oamaru and Otago for Lyttelton, via intermediate ports, on Friday next. <box>799 1188 946 1213</box>
paragraph: The General Government are shipping coal here from Greymouth per Elizabeth Curle. <box>11 1135 159 1152</box>
paragraph: Green Harp shares dropped from L5 to L3. <box>19 1024 143 1033</box>
article-subheading: GREAT FLOOD IN INDIA. REPORTED LOSS OF 1,000 LIVES. <box>487 798 628 815</box>
dateline: Newcastle. <box>126 678 159 687</box>
paragraph: Henry Stewart M'Coll ; embezzlement at Stony Creek ; three charges. <box>641 601 789 618</box>
table-cell: 3,967,150 <box>428 708 454 716</box>
dateline: Timaru, July 6. <box>272 151 316 160</box>
paragraph: It has been discovered that the bodies of Nicholls and Lester, before burial, were made a show of in a public-house by the undertaker, who is to be prosecuted. <box>11 641 159 675</box>
paragraph-group <box>799 1303 945 1381</box>
paragraph: Barnicoat, James — Mathematics ; Nelson College. <box>956 841 1104 858</box>
paragraph: The following extract from a report by Quartermaster-Sergeant Brewer, R.E., on the present condition of that part of Persia where famine was at its worst a few months ago, has been placed at the disposal of the press :— <box>169 631 316 674</box>
paragraph: Sailed.—Helen, Camilla, and Heloise, for Wellington ; Amherst, for Napier ; Antipodes and Magellan Cloud, for Dunedin. <box>11 715 159 741</box>
article-subheading: PROFESSOR BLACKIE AND HIS STUDENTS. <box>485 41 630 49</box>
paragraph-group <box>327 551 473 684</box>
table-header-cell: Under Wheat, Acres. <box>396 685 424 708</box>
paragraph: south, and when the Nebraska returned to Wellington I first noticed the outbreak of the disease. The armed constable must have been infected from me." The report that Mr Kaye's washerwoman was infected is not confirmed. <box>169 28 316 70</box>
paragraph: Stiffe, A. W. K. — Classics, English ; Christchurch Grammar School. <box>956 758 1104 775</box>
article-heading: THE ALABAMA TREATY. <box>642 687 788 701</box>
paragraph-group <box>169 28 315 149</box>
paragraph: Whitcombe, George—Mathematics ; Christchurch Grammar School. <box>956 776 1104 794</box>
paragraph-group <box>11 28 158 349</box>
paragraph-group <box>957 148 1103 568</box>
dateline: Auckland, July 6. <box>265 263 316 272</box>
paragraph: Wilding, Richard—Mathematics, Physical Science ; University of Otago. <box>956 823 1104 840</box>
dateline: July 3. <box>862 642 882 651</box>
paragraph: It is rumored that Kaye's washerwoman is infected with small-pox, but the report is unconfirmed. <box>11 1153 159 1178</box>
table-cell: 1,812,000 <box>428 723 454 731</box>
paragraph: From this table it will be seen that New Zealand, the youngest of the several colonies referred to (Queensland is rather a section than an offshoot of New South Wales), is already among the foremost with respect to the extent of land under cultivation. And if the relative proportion of her population be taken into account, which is only as one to two of New South Wales, and one to three of Victoria, it will appear that her progress in agriculture has been more rapid than in the case of any other colony. In the matter of wheat-growing the success of this colony is especially remarkable. Looking at the extent of our territory and the number of our rural population, the breadth of land under wheat is greatly in advance of any of the before-named colonies, with the exception of South Australia alone. But the most noticeable feature in this table of comparative statistics is the superior yield of grain per acre exhibited in favor of New Zealand. While South Australia shows an average of under six bushels of wheat per acre ; Victoria, 13 bushels per acre ; New South Wales, 12 bushels per acre ; Queensland, 11 bushels per acre ; Western Australia, 10 bushels per acre ; and Tasmania, 15 bushels per acre ; New Zealand exhibits an average yield of over 22 bushels per acre. This result, it must be admitted, speaks loudly for the wheat-growing capabilities of this colony. We may cite one which some forward as to the excellence of the crops in the Middle Island. The average production in New Zealand is more than double that of some of the other colonies, and the reason for the superior yields is to be found in the more favourable climate and soil. It is hardly necessary to point out how important it is to maintain this advantage, and it behoves every farmer to do his utmost to keep up the reputation which the colony has so honourably acquired. With respect to the means for increasing the area under cultivation, it may be observed that the Government might effect much good by encouraging the settlement of the waste lands. Whatever the future of the colony may be, it is certain that agriculture must become one of its most important industries, and any measures calculated to promote its prosperity should receive the cordial support of every colonist, as they will in the main tend to the general good of the whole community, and will be the best means of preventing that exodus from the colony of which we have lately seen so much. It will be seen, however, that the present condition of agriculture in New Zealand is a matter on which we may congratulate ourselves, and it remains for us to see that it is kept up to the present standard, and if possible improved. <box>326 770 474 1236</box>
dateline: Auckland, July 4. <box>107 790 159 799</box>
table-cell: 300,000 <box>433 741 454 749</box>
paragraph: Cotterill, Henry — Classics, English ; Christchurch Grammar School. <box>956 740 1104 757</box>
paragraph-group <box>642 704 788 978</box>
paragraph: The Provincial Council of Nelson have authorised the immediate construction of a tramway from the Brunner coal mine to Cobden, pending the completion of the railway to Greymouth. <box>641 1071 789 1113</box>
issue-date: Thursday, July 11, 1872 <box>1000 8 1106 20</box>
paragraph: At a meeting of the Coolgey Company at Ballarat, the shareholders confirmed the proceedings of the extraordinary meeting on the 14th, authorising the increase of the capital by ten thousand shares at L1 10s each, allotable to the present shareholders pro rata. Shares are wanted at L11 ; sellers ask L12. <box>11 482 159 541</box>
column-4 <box>478 28 635 1458</box>
dateline: Adelaide. <box>130 743 159 752</box>
paragraph: The Ministerial actions are all in favor of the Ministry by three to two. <box>11 361 159 378</box>
dateline: Wellington, July 6. <box>103 1181 159 1190</box>
paragraph: The sanitary condition of the City of Auckland must be in a frightful state. In a recent issue of the Herald we find the following paragraph :—"The stench arising from the sewer at the wharf was, yesterday and the day before, something dreadful. If the smell is so bad in winter, what may we expect next summer, unless something is done in the meantime. We suppose it will require a cholera or a malignant fever to bring the governing powers to a sense of their duty." <box>956 1294 1104 1377</box>
paragraph-group <box>642 173 788 526</box>
table-row <box>327 738 473 753</box>
article-source: (Southern Cross, June 3.) <box>363 539 437 548</box>
article-heading: NEW ZEALAND UNIVERSITY SCHOLARSHIPS. <box>957 573 1103 597</box>
paragraph: Fulton, Frank—English ; Dunedin High School. <box>964 1165 1103 1174</box>
column-3 <box>321 28 478 1469</box>
dateline: Sydney. <box>135 597 159 606</box>
paragraph: Another soldier, named Smith, was also sentenced to hanging, but his sentence has been commuted. <box>641 501 789 526</box>
paragraph: Bell, Edward Hutton—Classics, Mathematics, English ; Christchurch Grammar School. <box>956 704 1104 721</box>
paragraph: The following is the text of the additional clause, which late telegrams via Suez, tell us has been accepted by the Governments of both countries :—"Whereas the Government of Her Britannic Majesty has contended in the recent correspondence with the Government of the United States, as follows, namely :—That such indirect claims as those for National loss shall stand in the correspondence on the part of the Government of the United States to the Tribunal of Arbitration at Geneva, to have been contained by her in the transfer of the American commercial marine to the British flag, enhanced payments of insurance, prolongation of the war, and the addition of a large sum to the cost of the war and the suppression of the Rebellion, firstly were not included in the Treaty of Washington ; and further and secondly, it should not be admitted by us that any particular vessels alleged to have been enabled to commit depredations upon the shipping of a belligerent, were amenable to damages, the Government of Her Britannic Majesty has also declared that the principle involved in the second clause of the contention hereinbefore set forth will guide their conduct in the future ; and whereas the President of the United States has not agreed to this contention, and the Government of the United States, and the two countries are therefore agreed in this respect, the Government of the United States, having ratified the treaty, will make no claim on the part of the United States in respect to indirect losses, as aforesaid, before the Tribunal of Arbitration at Geneva. <box>641 704 789 978</box>
paragraph: Mr Caskell, charged with shooting a Maori at Ohinemuri, has been acquitted—the jury, after ten minutes' deliberation, returning a verdict of guilty of firing, but in self-defence. <box>169 273 316 306</box>
